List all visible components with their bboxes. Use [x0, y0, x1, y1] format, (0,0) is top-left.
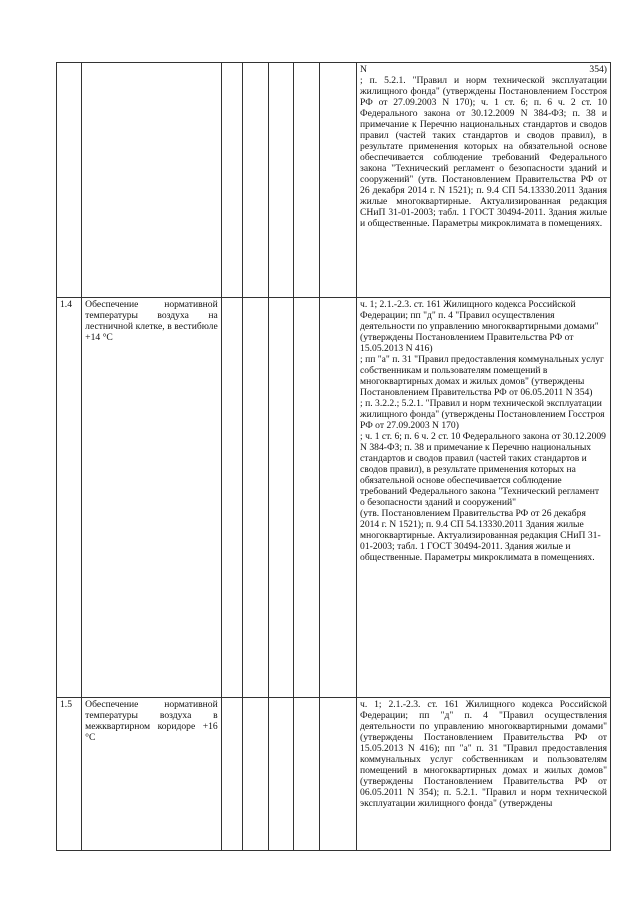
legal-references [357, 298, 611, 698]
row-number: 1.4 [57, 298, 82, 698]
reference-text: ч. 1; 2.1.-2.3. ст. 161 Жилищного кодекса Российской Федерации; пп "д" п. 4 "Правил осуществления деятельности по управлению многоквартирными домами" (утверждены Постановлением Правительства РФ от 15.05.2013 N 416); пп "а" п. 31 "Правил предоставления коммунальных услуг собственникам и пользователям помещений в многоквартирных домах и жилых домов" (утверждены Постановлением Правительства РФ от 06.05.2011 N 354); п. 5.2.1. "Правил и норм технической эксплуатации жилищного фонда" (утверждены [360, 699, 607, 809]
empty-cell [242, 63, 268, 298]
table-row [57, 298, 611, 698]
reference-text: о безопасности зданий и сооружений" [360, 497, 517, 508]
empty-cell [268, 698, 293, 851]
empty-cell [242, 698, 268, 851]
row-title: Обеспечение нормативной температуры воздуха в межквартирном коридоре +16 °С [82, 698, 222, 851]
reference-text: ; ч. 1 ст. 6; п. 6 ч. 2 ст. 10 Федерального закона от 30.12.2009 N 384-ФЗ; п. 38 и примечание к Перечню национальных стандартов и сводов правил (частей таких стандартов и сводов правил), в результате применения которых на обязательной основе обеспечивается соблюдение требований Федерального закона "Технический регламент [360, 431, 606, 497]
reference-text: ; п. 5.2.1. "Правил и норм технической эксплуатации жилищного фонда" (утверждены Постановлением Госстроя РФ от 27.09.2003 N 170); ч. 1 ст. 6; п. 6 ч. 2 ст. 10 Федерального закона от 30.12.2009 N 384-ФЗ; п. 38 и примечание к Перечню национальных стандартов и сводов правил (частей таких стандартов и сводов правил), в результате применения которых на обязательной основе обеспечивается соблюдение требований Федерального закона "Технический регламент о безопасности зданий и сооружений" (утв. Постановлением Правительства РФ от 26 декабря 2014 г. N 1521); п. 9.4 СП 54.13330.2011 Здания жилые многоквартирные. Актуализированная редакция СНиП 31-01-2003; табл. 1 ГОСТ 30494-2011. Здания жилые и общественные. Параметры микроклимата в помещениях. [360, 75, 607, 229]
empty-cell [294, 698, 320, 851]
requirements-table [56, 62, 611, 851]
empty-cell [242, 298, 268, 698]
empty-cell [221, 698, 242, 851]
empty-cell [221, 298, 242, 698]
reference-text: ; пп "а" п. 31 "Правил предоставления коммунальных услуг собственникам и пользователям помещений в многоквартирных домах и жилых домов" (утверждены Постановлением Правительства РФ от 06.05.2011 N 354) [360, 354, 604, 398]
empty-cell [268, 298, 293, 698]
reference-text: ; п. 3.2.2.; 5.2.1. "Правил и норм технической эксплуатации жилищного фонда" (утверждены Постановлением Госстроя РФ от 27.09.2003 N 170) [360, 398, 605, 431]
empty-cell [320, 298, 357, 698]
reference-text: N 354) [360, 64, 607, 75]
reference-text: (утв. Постановлением Правительства РФ от 26 декабря 2014 г. N 1521); п. 9.4 СП 54.13330.2011 Здания жилые многоквартирные. Актуализированная редакция СНиП 31-01-2003; табл. 1 ГОСТ 30494-2011. Здания жилые и общественные. Параметры микроклимата в помещениях. [360, 508, 601, 563]
table-row [57, 698, 611, 851]
empty-cell [221, 63, 242, 298]
empty-cell [320, 63, 357, 298]
row-number [57, 63, 82, 298]
table-row [57, 63, 611, 298]
legal-references [357, 698, 611, 851]
row-number: 1.5 [57, 698, 82, 851]
empty-cell [294, 298, 320, 698]
reference-text: ч. 1; 2.1.-2.3. ст. 161 Жилищного кодекса Российской Федерации; пп "д" п. 4 "Правил осуществления деятельности по управлению многоквартирными домами" (утверждены Постановлением Правительства РФ от 15.05.2013 N 416) [360, 299, 599, 354]
empty-cell [294, 63, 320, 298]
empty-cell [268, 63, 293, 298]
legal-references [357, 63, 611, 298]
empty-cell [320, 698, 357, 851]
row-title: Обеспечение нормативной температуры воздуха на лестничной клетке, в вестибюле +14 °С [82, 298, 222, 698]
row-title [82, 63, 222, 298]
